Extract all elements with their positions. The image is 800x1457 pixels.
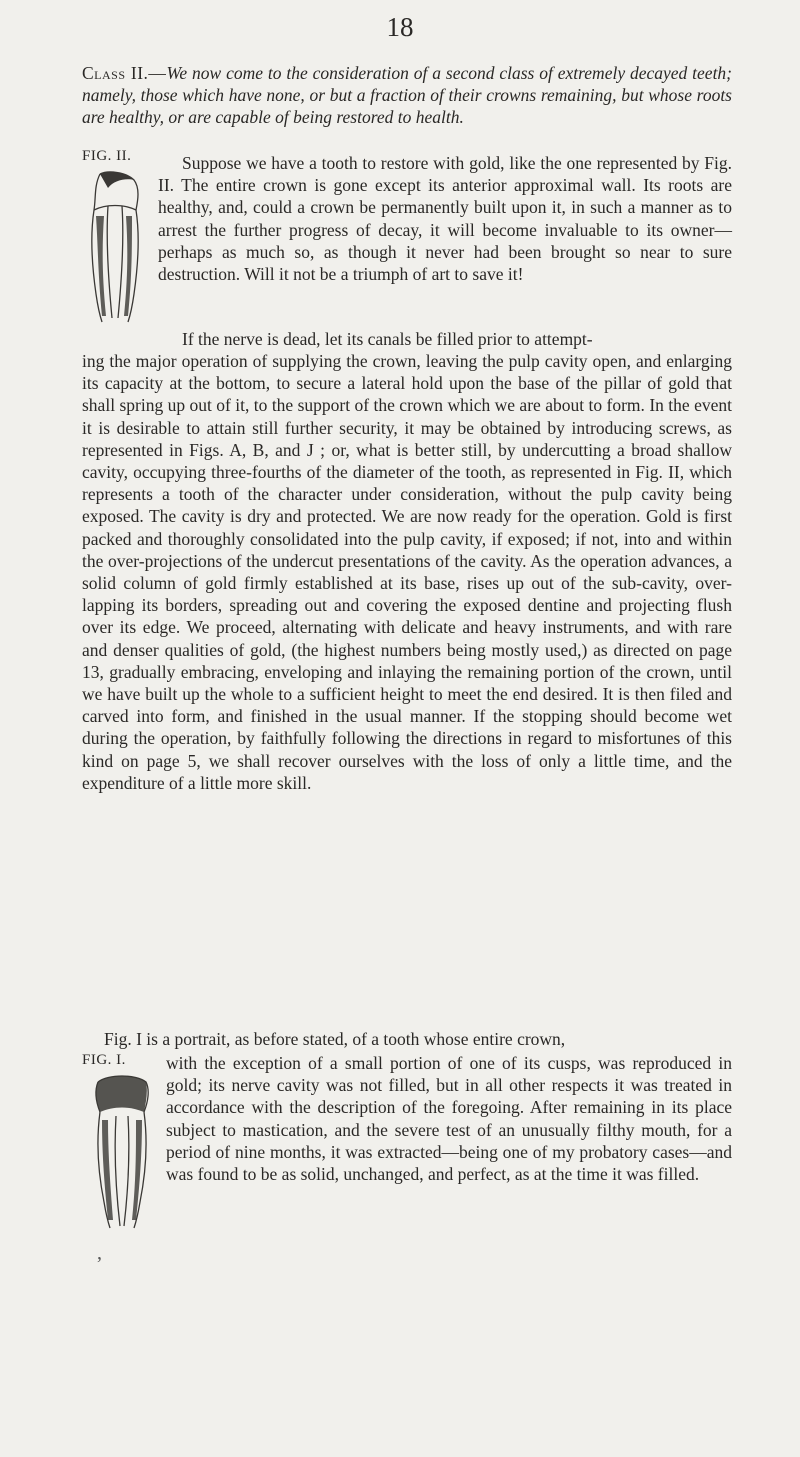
figure-2-tooth-illustration: [86, 166, 144, 324]
fig2-wrap-paragraph: Suppose we have a tooth to restore with gold, like the one represented by Fig. II. The entire crown is gone except its anterior approximal wall. Its roots are healthy, and, could a crown be permanently built upon it, in such a manner as to arrest the further progress of decay, it will become invaluable to its owner—perhaps as much so, as though it never had been brought so near to sure destruction. Will it not be a triumph of art to save it!: [158, 153, 732, 285]
page-mark: ‚: [96, 1242, 103, 1264]
figure-1-tooth-illustration: [92, 1072, 152, 1232]
nerve-paragraph-rest: ing the major operation of supplying the crown, leaving the pulp cavity open, and enlarging its capacity at the bottom, to secure a lateral hold upon the base of the pillar of gold that shall spring up out of it, to the support of the crown which we are about to form. In the event it is desirable to attain still further security, it may be obtained by introducing screws, as represented in Figs. A, B, and J ; or, what is better still, by undercutting a broad shallow cavity, occupying three-fourths of the diameter of the tooth, as represented in Fig. II, which represents a tooth of the character under consideration, without the pulp cavity being exposed. The cavity is dry and protected. We are now ready for the operation. Gold is first packed and thoroughly consolidated into the pulp cavity, if exposed; if not, into and within the over-projections of the undercut presentations of the cavity. As the operation advances, a solid column of gold firmly established at its base, rises up out of the sub-cavity, over-lapping its borders, spreading out and covering the exposed dentine and projecting flush over its edge. We proceed, alternating with delicate and heavy instruments, and with rare and denser qualities of gold, (the highest numbers being mostly used,) as directed on page 13, gradually embracing, enveloping and inlaying the remaining portion of the crown, until we have built up the whole to a sufficient height to meet the end desired. It is then filed and carved into form, and finished in the usual manner. If the stopping should become wet during the operation, by faithfully following the directions in regard to misfortunes of this kind on page 5, we shall recover ourselves with the loss of only a little time, and the expenditure of a little more skill.: [82, 351, 732, 793]
class-heading: [82, 62, 732, 128]
class-heading-lead: Class II.—: [82, 63, 167, 83]
fig1-wrap-paragraph: with the exception of a small portion of one of its cusps, was reproduced in gold; its nerve cavity was not filled, but in all other respects it was treated in accordance with the description of the foregoing. After remaining in its place subject to mastication, and the severe test of an unusually filthy mouth, for a period of nine months, it was extracted—being one of my probatory cases—and was found to be as solid, unchanged, and perfect, as at the time it was filled.: [166, 1053, 732, 1185]
page-number: 18: [386, 12, 414, 42]
fig1-intro-line: Fig. I is a portrait, as before stated, of a tooth whose entire crown,: [104, 1029, 566, 1049]
class-heading-text: We now come to the consideration of a second class of extremely decayed teeth; namely, those which have none, or but a fraction of their crowns remaining, but whose roots are healthy, or are capable of being restored to health.: [82, 63, 733, 127]
figure-1-label: FIG. I.: [82, 1052, 126, 1068]
nerve-paragraph-start: If the nerve is dead, let its canals be filled prior to attempt-: [182, 329, 593, 349]
figure-2-label: FIG. II.: [82, 148, 132, 164]
